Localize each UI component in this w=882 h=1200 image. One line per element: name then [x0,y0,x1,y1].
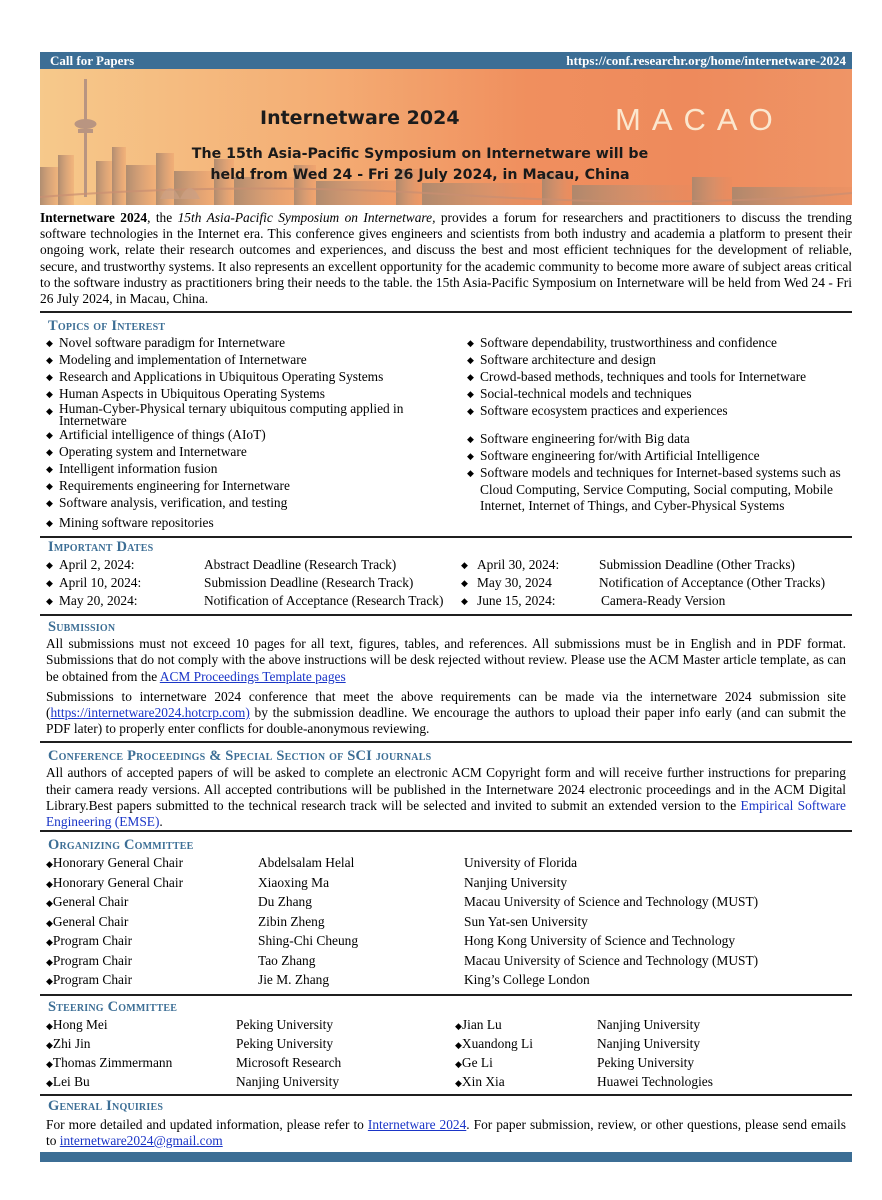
banner-subtitle-line2: held from Wed 24 - Fri 26 July 2024, in Macau, China [210,167,630,183]
table-row: ◆Thomas Zimmermann Microsoft Research [46,1054,342,1070]
dates-right-column [449,556,852,610]
list-item: ◆ Mining software repositories [46,515,214,531]
submission-paragraph-2: Submissions to internetware 2024 conference that meet the above requirements can be made via the internetware 2024 submission site (https://internetware2024.hotcrp.com) by the submission deadline. We encourage the authors to upload their paper info early (and can submit the PDF later) to properly enter conflicts for double-anonymous reviewing. [46,688,846,737]
banner-subtitle [110,144,730,186]
important-dates [40,556,852,610]
list-item: ◆ Software ecosystem practices and experiences [467,403,728,419]
date-row: ◆ April 2, 2024: Abstract Deadline (Research Track) [46,557,397,573]
topics-heading: Topics of Interest [48,318,166,335]
diamond-bullet-icon: ◆ [467,451,474,462]
list-item: ◆ Social-technical models and techniques [467,386,692,402]
topics-left-column [46,335,449,532]
list-item: ◆ Software models and techniques for Internet-based systems such as Cloud Computing, Service Computing, Social computing, Mobile Internet, Internet of Things, and Cyber-Physical Systems [467,465,841,514]
section-divider [40,311,852,313]
date-row: ◆ April 10, 2024: Submission Deadline (Research Track) [46,575,414,591]
organizing-heading: Organizing Committee [48,837,194,854]
table-row: ◆General Chair Zibin Zheng Sun Yat-sen University [46,913,588,929]
diamond-bullet-icon: ◆ [461,578,468,589]
diamond-bullet-icon: ◆ [46,956,53,967]
emse-journal-link[interactable]: Empirical Software Engineering (EMSE) [46,797,846,830]
submission-heading: Submission [48,619,116,636]
submission-paragraph-1: All submissions must not exceed 10 pages for all text, figures, tables, and references. All submissions must be in English and in PDF format. Submissions that do not comply with the above instructions will be desk rejected without review. Please use the ACM Master article template, as can be obtained from the ACM Proceedings Template pages [46,636,846,684]
inquiries-heading: General Inquiries [48,1097,164,1114]
table-row: ◆Program Chair Jie M. Zhang King’s College London [46,972,590,988]
inquiries-paragraph: For more detailed and updated information, please refer to Internetware 2024. For paper submission, review, or other questions, please send emails to internetware2024@gmail.com [46,1116,846,1148]
hotcrp-submission-link[interactable]: https://internetware2024.hotcrp.com) [50,705,250,721]
diamond-bullet-icon: ◆ [46,1077,53,1088]
list-item: ◆ Artificial intelligence of things (AIoT) [46,427,266,443]
diamond-bullet-icon: ◆ [46,596,53,607]
table-row: ◆Program Chair Tao Zhang Macau University of Science and Technology (MUST) [46,952,759,968]
dates-heading: Important Dates [48,539,154,556]
diamond-bullet-icon: ◆ [46,464,53,475]
diamond-bullet-icon: ◆ [46,560,53,571]
diamond-bullet-icon: ◆ [467,406,474,417]
diamond-bullet-icon: ◆ [455,1058,462,1069]
conference-url[interactable]: https://conf.researchr.org/home/internetware-2024 [566,52,846,68]
diamond-bullet-icon: ◆ [46,355,53,366]
list-item: ◆ Operating system and Internetware [46,444,247,460]
diamond-bullet-icon: ◆ [46,406,53,417]
diamond-bullet-icon: ◆ [461,596,468,607]
intro-symposium-name: 15th Asia-Pacific Symposium on Internetware, [177,210,436,225]
banner-title: Internetware 2024 [260,107,460,129]
diamond-bullet-icon: ◆ [46,498,53,509]
section-divider [40,1094,852,1096]
proceedings-heading: Conference Proceedings & Special Section of SCI journals [48,748,432,765]
banner [40,69,852,205]
list-item: ◆ Human Aspects in Ubiquitous Operating Systems [46,386,325,402]
table-row: ◆Jian Lu Nanjing University [455,1016,701,1032]
steering-heading: Steering Committee [48,998,178,1015]
table-row: ◆Lei Bu Nanjing University [46,1073,340,1089]
list-item: ◆ Software engineering for/with Big data [467,431,690,447]
diamond-bullet-icon: ◆ [46,447,53,458]
diamond-bullet-icon: ◆ [46,1020,53,1031]
list-item: ◆ Crowd-based methods, techniques and tools for Internetware [467,369,807,385]
table-row: ◆Zhi Jin Peking University [46,1035,334,1051]
contact-email-link[interactable]: internetware2024@gmail.com [59,1132,223,1148]
diamond-bullet-icon: ◆ [46,430,53,441]
section-divider [40,614,852,616]
diamond-bullet-icon: ◆ [46,917,53,928]
section-divider [40,741,852,743]
table-row: ◆General Chair Du Zhang Macau University of Science and Technology (MUST) [46,894,759,910]
diamond-bullet-icon: ◆ [455,1077,462,1088]
diamond-bullet-icon: ◆ [467,355,474,366]
diamond-bullet-icon: ◆ [46,338,53,349]
organizing-committee-table [40,854,852,991]
dates-left-column [46,556,449,610]
table-row: ◆Ge Li Peking University [455,1054,695,1070]
diamond-bullet-icon: ◆ [46,859,53,870]
table-row: ◆Xuandong Li Nanjing University [455,1035,701,1051]
list-item: ◆ Human-Cyber-Physical ternary ubiquitous computing applied in Internetware [46,401,404,429]
table-row: ◆Honorary General Chair Abdelsalam Helal University of Florida [46,855,578,871]
call-for-papers-label: Call for Papers [50,52,135,68]
intro-comma: , the [147,210,178,225]
list-item: ◆ Intelligent information fusion [46,461,218,477]
steering-committee-table [40,1016,852,1092]
diamond-bullet-icon: ◆ [46,976,53,987]
diamond-bullet-icon: ◆ [467,338,474,349]
header-bar [40,52,852,69]
diamond-bullet-icon: ◆ [455,1020,462,1031]
table-row: ◆Hong Mei Peking University [46,1016,334,1032]
section-divider [40,830,852,832]
list-item: ◆ Software architecture and design [467,352,656,368]
diamond-bullet-icon: ◆ [46,1058,53,1069]
date-row: ◆ May 30, 2024 Notification of Acceptance (Other Tracks) [461,575,826,591]
topics-list [40,335,852,532]
list-item: ◆ Software engineering for/with Artificial Intelligence [467,448,760,464]
intro-paragraph [40,210,852,307]
banner-subtitle-line1: The 15th Asia-Pacific Symposium on Internetware will be [191,146,649,162]
banner-city: MACAO [615,102,784,137]
diamond-bullet-icon: ◆ [455,1039,462,1050]
diamond-bullet-icon: ◆ [46,372,53,383]
diamond-bullet-icon: ◆ [46,481,53,492]
call-for-papers-page [40,52,852,1162]
acm-template-link[interactable]: ACM Proceedings Template pages [159,668,346,684]
date-row: ◆ April 30, 2024: Submission Deadline (Other Tracks) [461,557,796,573]
diamond-bullet-icon: ◆ [46,898,53,909]
list-item: ◆ Software analysis, verification, and testing [46,495,288,511]
intro-conference-name: Internetware 2024 [40,210,148,225]
steering-left-column [46,1016,449,1092]
table-row: ◆Xin Xia Huawei Technologies [455,1073,713,1089]
diamond-bullet-icon: ◆ [467,389,474,400]
footer-bar [40,1152,852,1162]
section-divider [40,994,852,996]
topics-right-column [449,335,852,532]
date-row: ◆ June 15, 2024: Camera-Ready Version [461,593,726,609]
diamond-bullet-icon: ◆ [46,578,53,589]
proceedings-paragraph: All authors of accepted papers of will be asked to complete an electronic ACM Copyright form and will receive further instructions for preparing their camera ready versions. All accepted contributions will be published in the Internetware 2024 electronic proceedings and in the ACM Digital Library.Best papers submitted to the technical research track will be selected and invited to submit an extended version to the Empirical Software Engineering (EMSE). [46,765,846,830]
list-item: ◆ Novel software paradigm for Internetware [46,335,286,351]
table-row: ◆Honorary General Chair Xiaoxing Ma Nanjing University [46,874,568,890]
list-item: ◆ Requirements engineering for Internetware [46,478,290,494]
diamond-bullet-icon: ◆ [461,560,468,571]
diamond-bullet-icon: ◆ [46,878,53,889]
table-row: ◆Program Chair Shing-Chi Cheung Hong Kong University of Science and Technology [46,933,736,949]
steering-right-column [449,1016,852,1092]
diamond-bullet-icon: ◆ [46,937,53,948]
diamond-bullet-icon: ◆ [467,468,474,479]
list-item: ◆ Software dependability, trustworthiness and confidence [467,335,777,351]
diamond-bullet-icon: ◆ [46,1039,53,1050]
date-row: ◆ May 20, 2024: Notification of Acceptance (Research Track) [46,593,444,609]
section-divider [40,536,852,538]
diamond-bullet-icon: ◆ [467,372,474,383]
list-item: ◆ Research and Applications in Ubiquitous Operating Systems [46,369,384,385]
internetware-2024-link[interactable]: Internetware 2024 [367,1116,467,1132]
diamond-bullet-icon: ◆ [467,434,474,445]
diamond-bullet-icon: ◆ [46,389,53,400]
list-item: ◆ Modeling and implementation of Internetware [46,352,307,368]
intro-text: provides a forum for researchers and practitioners to discuss the trending software technologies in the Internet era. This conference gives engineers and scientists from both industry and academia a platform to present their ongoing work, relate their research outcomes and experiences, and discuss the best and most efficient techniques for the development of reliable, secure, and trustworthy systems. It also represents an excellent opportunity for the academic community to become more aware of subject areas critical to the software industry as practitioners bring their needs to the table. the 15th Asia-Pacific Symposium on Internetware will be held from Wed 24 - Fri 26 July 2024, in Macau, China. [40,210,852,307]
diamond-bullet-icon: ◆ [46,518,53,529]
